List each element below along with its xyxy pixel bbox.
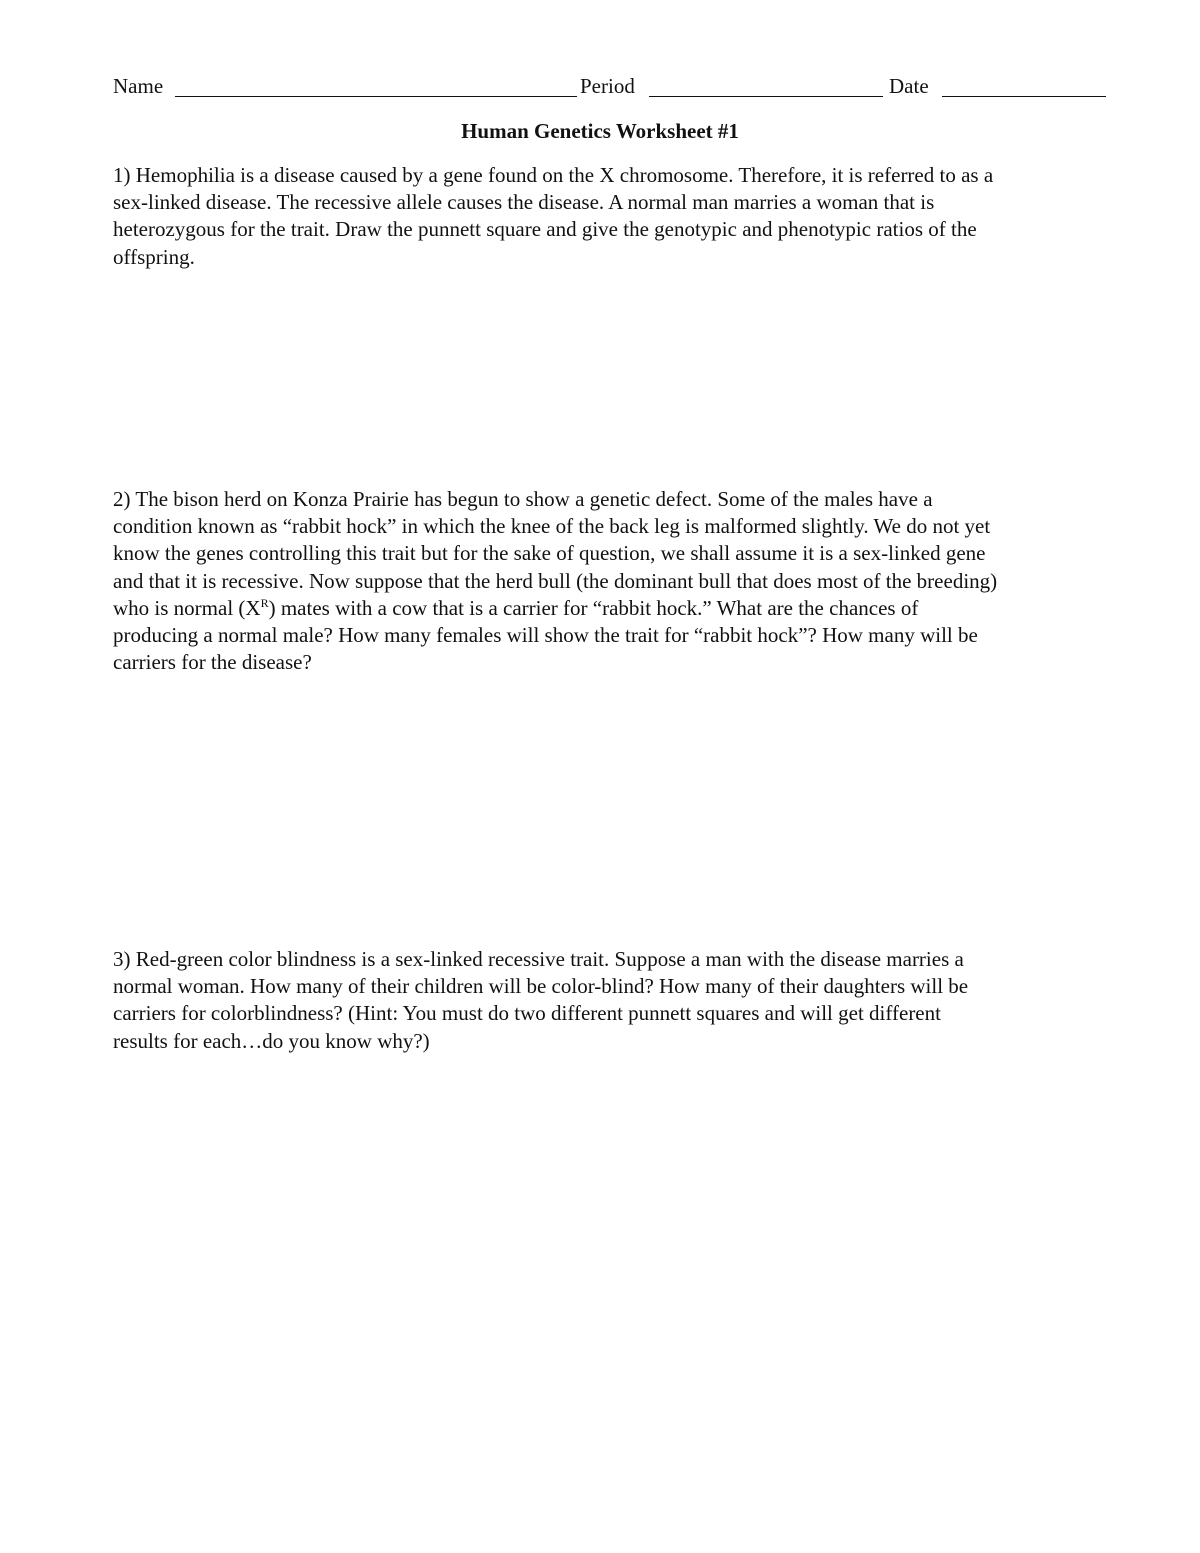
period-blank-line xyxy=(649,96,883,97)
question-2-line: condition known as “rabbit hock” in which the knee of the back leg is malformed slightly. We do not yet xyxy=(113,514,991,539)
date-label: Date xyxy=(889,74,929,98)
question-3-line: normal woman. How many of their children will be color-blind? How many of their daughters will be xyxy=(113,974,969,999)
question-2-line: producing a normal male? How many females will show the trait for “rabbit hock”? How many will be xyxy=(113,622,978,647)
name-blank-line xyxy=(175,96,577,97)
header-fields xyxy=(113,72,1107,100)
question-2-line: know the genes controlling this trait but for the sake of question, we shall assume it is a sex-linked gene xyxy=(113,541,986,566)
superscript-r: R xyxy=(260,595,269,610)
question-1-line: 1) Hemophilia is a disease caused by a gene found on the X chromosome. Therefore, it is referred to as a xyxy=(113,163,994,187)
question-3-line: 3) Red-green color blindness is a sex-linked recessive trait. Suppose a man with the disease marries a xyxy=(113,947,964,971)
question-3-line: results for each…do you know why?) xyxy=(113,1028,430,1053)
line-text-before: who is normal (X xyxy=(113,595,261,620)
worksheet-title: Human Genetics Worksheet #1 xyxy=(461,119,739,143)
question-1-line: offspring. xyxy=(113,244,195,269)
question-1 xyxy=(113,162,1113,271)
question-1-line: sex-linked disease. The recessive allele causes the disease. A normal man marries a woman that is xyxy=(113,190,935,215)
question-3-line: carriers for colorblindness? (Hint: You must do two different punnett squares and will get different xyxy=(113,1001,941,1026)
name-label: Name xyxy=(113,74,164,98)
question-2-line-superscript xyxy=(113,595,1113,622)
question-2 xyxy=(113,486,1113,676)
question-2-line: and that it is recessive. Now suppose that the herd bull (the dominant bull that does most of the breeding) xyxy=(113,568,998,593)
line-text-after: ) mates with a cow that is a carrier for “rabbit hock.” What are the chances of xyxy=(268,595,919,620)
period-label: Period xyxy=(580,74,635,98)
question-2-line: 2) The bison herd on Konza Prairie has begun to show a genetic defect. Some of the males have a xyxy=(113,487,933,511)
date-blank-line xyxy=(942,96,1106,97)
question-1-line: heterozygous for the trait. Draw the punnett square and give the genotypic and phenotypic ratios of the xyxy=(113,217,977,242)
question-3 xyxy=(113,946,1113,1055)
question-2-line: carriers for the disease? xyxy=(113,650,312,675)
